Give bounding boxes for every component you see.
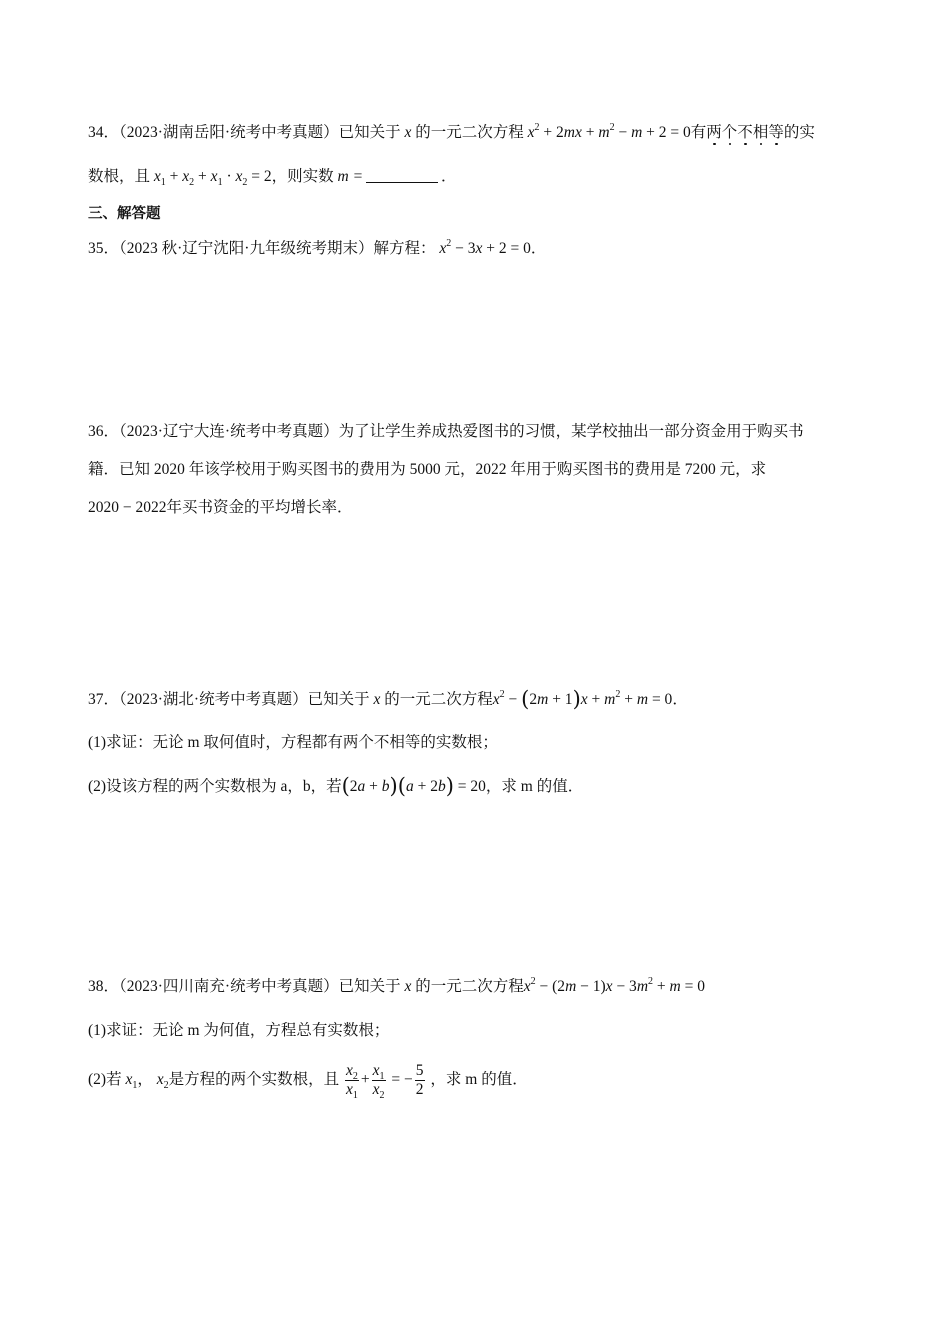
text: ， [137,1071,153,1089]
text: 年买书资金的平均增长率． [166,499,353,516]
text: 已知关于 [307,691,370,708]
section-heading: 三、解答题 [88,206,161,222]
text: 有 [690,124,707,141]
text: ． [672,691,688,708]
question-source: （2023 秋·辽宁沈阳·九年级统考期末） [119,240,374,257]
text: ． [441,168,457,185]
question-36-line-1 [88,421,804,443]
text: 为了让学生养成热爱图书的习惯，某学校抽出一部分资金用于购买书 [338,423,804,440]
question-number: 37． [88,691,120,708]
text: ，则实数 [271,168,334,185]
year-range: 2020 − 2022 [88,499,167,516]
variable: m = [337,168,364,185]
question-38-line-1 [88,976,705,998]
root-x2: $x_2$ [156,1071,169,1092]
question-37-part-2 [88,775,583,798]
emphasized-text: 两个不相等 [706,124,784,141]
question-34-line-2 [88,166,457,188]
text: (2)设该方程的两个实数根为 a，b，若 [88,778,342,795]
text: ，求 m 的值． [430,1071,528,1089]
question-38-part-2 [88,1062,528,1099]
answer-blank[interactable] [366,168,438,183]
question-source: （2023·四川南充·统考中考真题） [119,978,339,995]
text: 已知关于 [338,124,401,141]
question-source: （2023·湖南岳阳·统考中考真题） [119,124,339,141]
question-number: 34． [88,124,120,141]
text: 数根，且 [88,168,151,185]
question-36-line-3 [88,497,353,519]
text: 解方程： [373,240,436,257]
text: ，求 m 的值． [485,778,584,795]
equation: (2a + b)(a + 2b) = 20 [341,774,486,798]
text: 已知关于 [338,978,401,995]
text: ． [530,240,547,257]
question-35 [88,238,546,260]
text: 的一元二次方程 [415,124,524,141]
text: 的一元二次方程 [415,978,524,995]
question-37-part-1: (1)求证：无论 m 取何值时，方程都有两个不相等的实数根； [88,734,498,751]
question-38-part-1: (1)求证：无论 m 为何值，方程总有实数根； [88,1022,390,1039]
text: 的实 [783,124,815,141]
question-number: 35． [88,240,120,257]
question-source: （2023·辽宁大连·统考中考真题） [119,423,339,440]
variable: x [404,124,412,141]
text: (2)若 [88,1071,122,1089]
text: 是方程的两个实数根，且 [168,1071,340,1089]
text: 的一元二次方程 [384,691,493,708]
root-x1: $x_1$ [125,1071,138,1092]
question-36-line-2: 籍．已知 2020 年该学校用于购买图书的费用为 5000 元，2022 年用于购买图书的费用是 7200 元，求 [88,461,767,478]
equation: $x^2 - (2m - 1)x - 3m^2 + m = 0$ [523,976,705,995]
equation: $x^2 + 2mx + m^2 - m + 2 = 0$ [527,122,691,141]
question-number: 36． [88,423,120,440]
variable: x [373,691,381,708]
question-number: 38． [88,978,120,995]
equation: $x^2 - (2m + 1)x + m^2 + m = 0$ [492,687,673,711]
fraction-equation: $\frac{x_2}{x_1}$ + $\frac{x_1}{x_2}$ = − $\frac{5}{2}$ [346,1062,424,1101]
variable: x [404,978,412,995]
equation: $x^2 - 3x + 2 = 0$ [439,238,531,257]
question-source: （2023·湖北·统考中考真题） [119,691,308,708]
condition-equation: $x_1 + x_2 + x_1 \cdot x_2 = 2$ [153,168,272,188]
question-34-line-1 [88,122,815,144]
question-37-line-1 [88,688,688,711]
